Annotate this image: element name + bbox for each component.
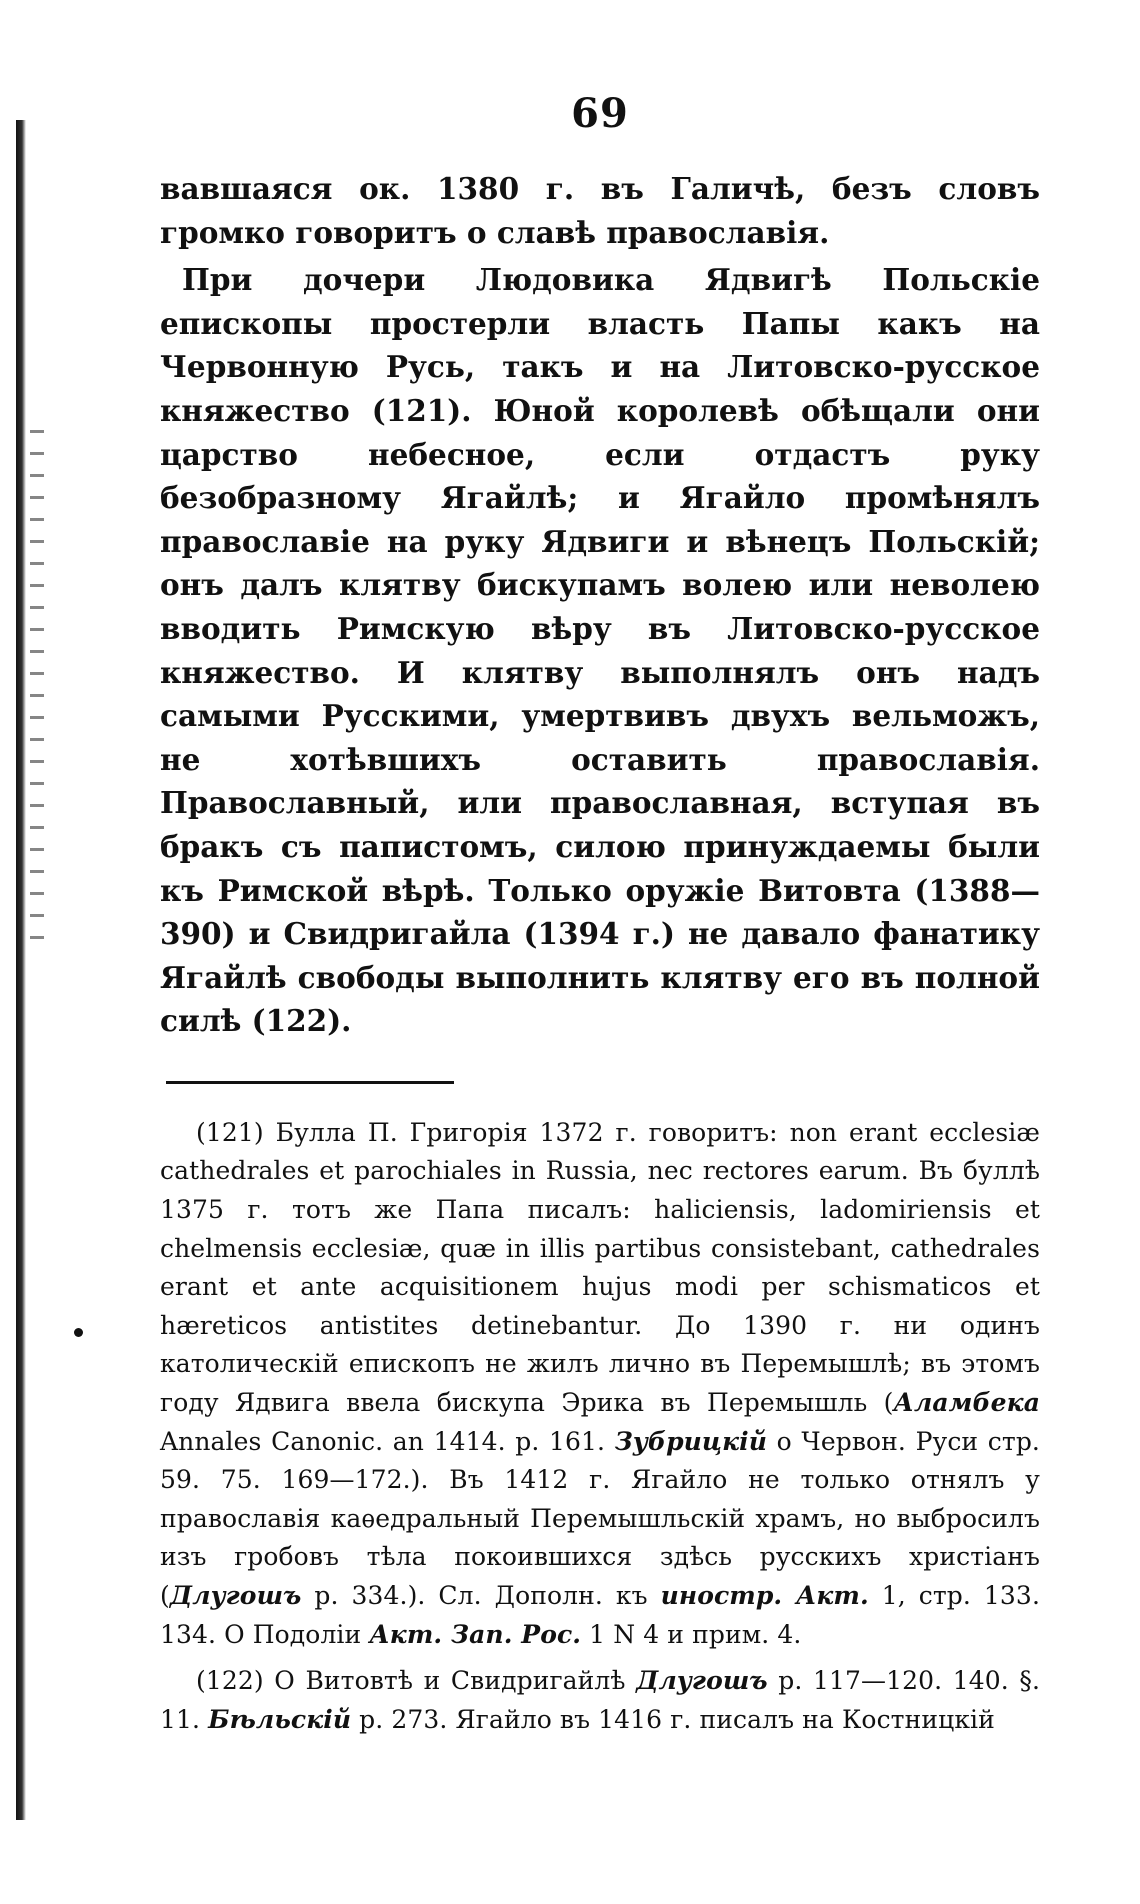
- footnote-121-text-b: Annales Canonic. an 1414. p. 161.: [160, 1426, 615, 1456]
- footnote-121-text-c: о Червон. Руси стр. 59. 75. 169—172.). Въ 1412 г. Ягайло не только отнялъ у православія каѳедральный Перемышльскій храмъ, но выбросилъ изъ гробовъ тѣла покоившихся здѣсь русскихъ христіанъ (: [160, 1426, 1040, 1610]
- footnote-121-text-f: 1 N 4 и прим. 4.: [581, 1619, 802, 1649]
- footnote-121-dlugosz: Длугошъ: [169, 1581, 302, 1610]
- binding-edge: [16, 120, 26, 1820]
- paragraph-jadwiga: При дочери Людовика Ядвигѣ Польскіе епископы простерли власть Папы какъ на Червонную Русь, такъ и на Литовско-русское княжество (121). Юной королевѣ обѣщали они царство небесное, если отдастъ руку безобразному Ягайлѣ; и Ягайло промѣнялъ православіе на руку Ядвиги и вѣнецъ Польскій; онъ далъ клятву бискупамъ волею или неволею вводить Римскую вѣру въ Литовско-русское княжество. И клятву выполнялъ онъ надъ самыми Русскими, умертвивъ двухъ вельможъ, не хотѣвшихъ оставить православія. Православный, или православная, вступая въ бракъ съ папистомъ, силою принуждаемы были къ Римской вѣрѣ. Только оружіе Витовта (1388—390) и Свидригайла (1394 г.) не давало фанатику Ягайлѣ свободы выполнить клятву его въ полной силѣ (122).: [160, 262, 1040, 1039]
- footnote-121: [160, 1114, 1040, 1654]
- footnote-121-inostr-akt: иностр. Акт.: [660, 1581, 869, 1610]
- paragraph-continuation: вавшаяся ок. 1380 г. въ Галичѣ, безъ словъ громко говоритъ о славѣ православія.: [160, 171, 1040, 250]
- footnote-121-text-d: р. 334.). Сл. Дополн. къ: [301, 1581, 661, 1610]
- footnote-122-belskij: Бѣльскій: [208, 1704, 352, 1734]
- footnote-121-text-e: 1, стр. 133. 134. О Подоліи: [160, 1581, 1040, 1649]
- footnote-122-dlugosz: Длугошъ: [636, 1666, 768, 1696]
- footnote-121-akt-zap-ros: Акт. Зап. Рос.: [369, 1619, 582, 1649]
- footnote-121-text-a: (121) Булла П. Григорія 1372 г. говоритъ: non erant ecclesiæ cathedrales et parochiales in Russia, nec rectores earum. Въ буллѣ 1375 г. тотъ же Папа писалъ: haliciensis, ladomiriensis et chelmensis ecclesiæ, quæ in illis partibus consistebant, cathedrales erant et ante acquisitionem hujus modi per schismaticos et hæreticos antistites detinebantur. До 1390 г. ни одинъ католическій епископъ не жилъ лично въ Перемышлѣ; въ этомъ году Ядвига ввела бискупа Эрика въ Перемышль (: [160, 1117, 1040, 1418]
- main-text: [160, 167, 1040, 1043]
- footnote-121-alambek: Аламбека: [893, 1388, 1040, 1418]
- book-page: [160, 90, 1040, 1739]
- footnote-121-zubrickij: Зубрицкій: [614, 1426, 768, 1456]
- footnote-separator: [166, 1081, 454, 1084]
- footnote-122-text-b: р. 117—120. 140. §. 11.: [160, 1666, 1040, 1734]
- binding-specks: [30, 430, 44, 950]
- footnote-122-text-c: р. 273. Ягайло въ 1416 г. писалъ на Костницкій: [351, 1704, 995, 1734]
- page-number: 69: [571, 90, 629, 137]
- footnote-122-text-a: (122) О Витовтѣ и Свидригайлѣ: [196, 1666, 637, 1696]
- footnotes: [160, 1114, 1040, 1740]
- margin-dot: [74, 1328, 83, 1337]
- footnote-122: [160, 1662, 1040, 1739]
